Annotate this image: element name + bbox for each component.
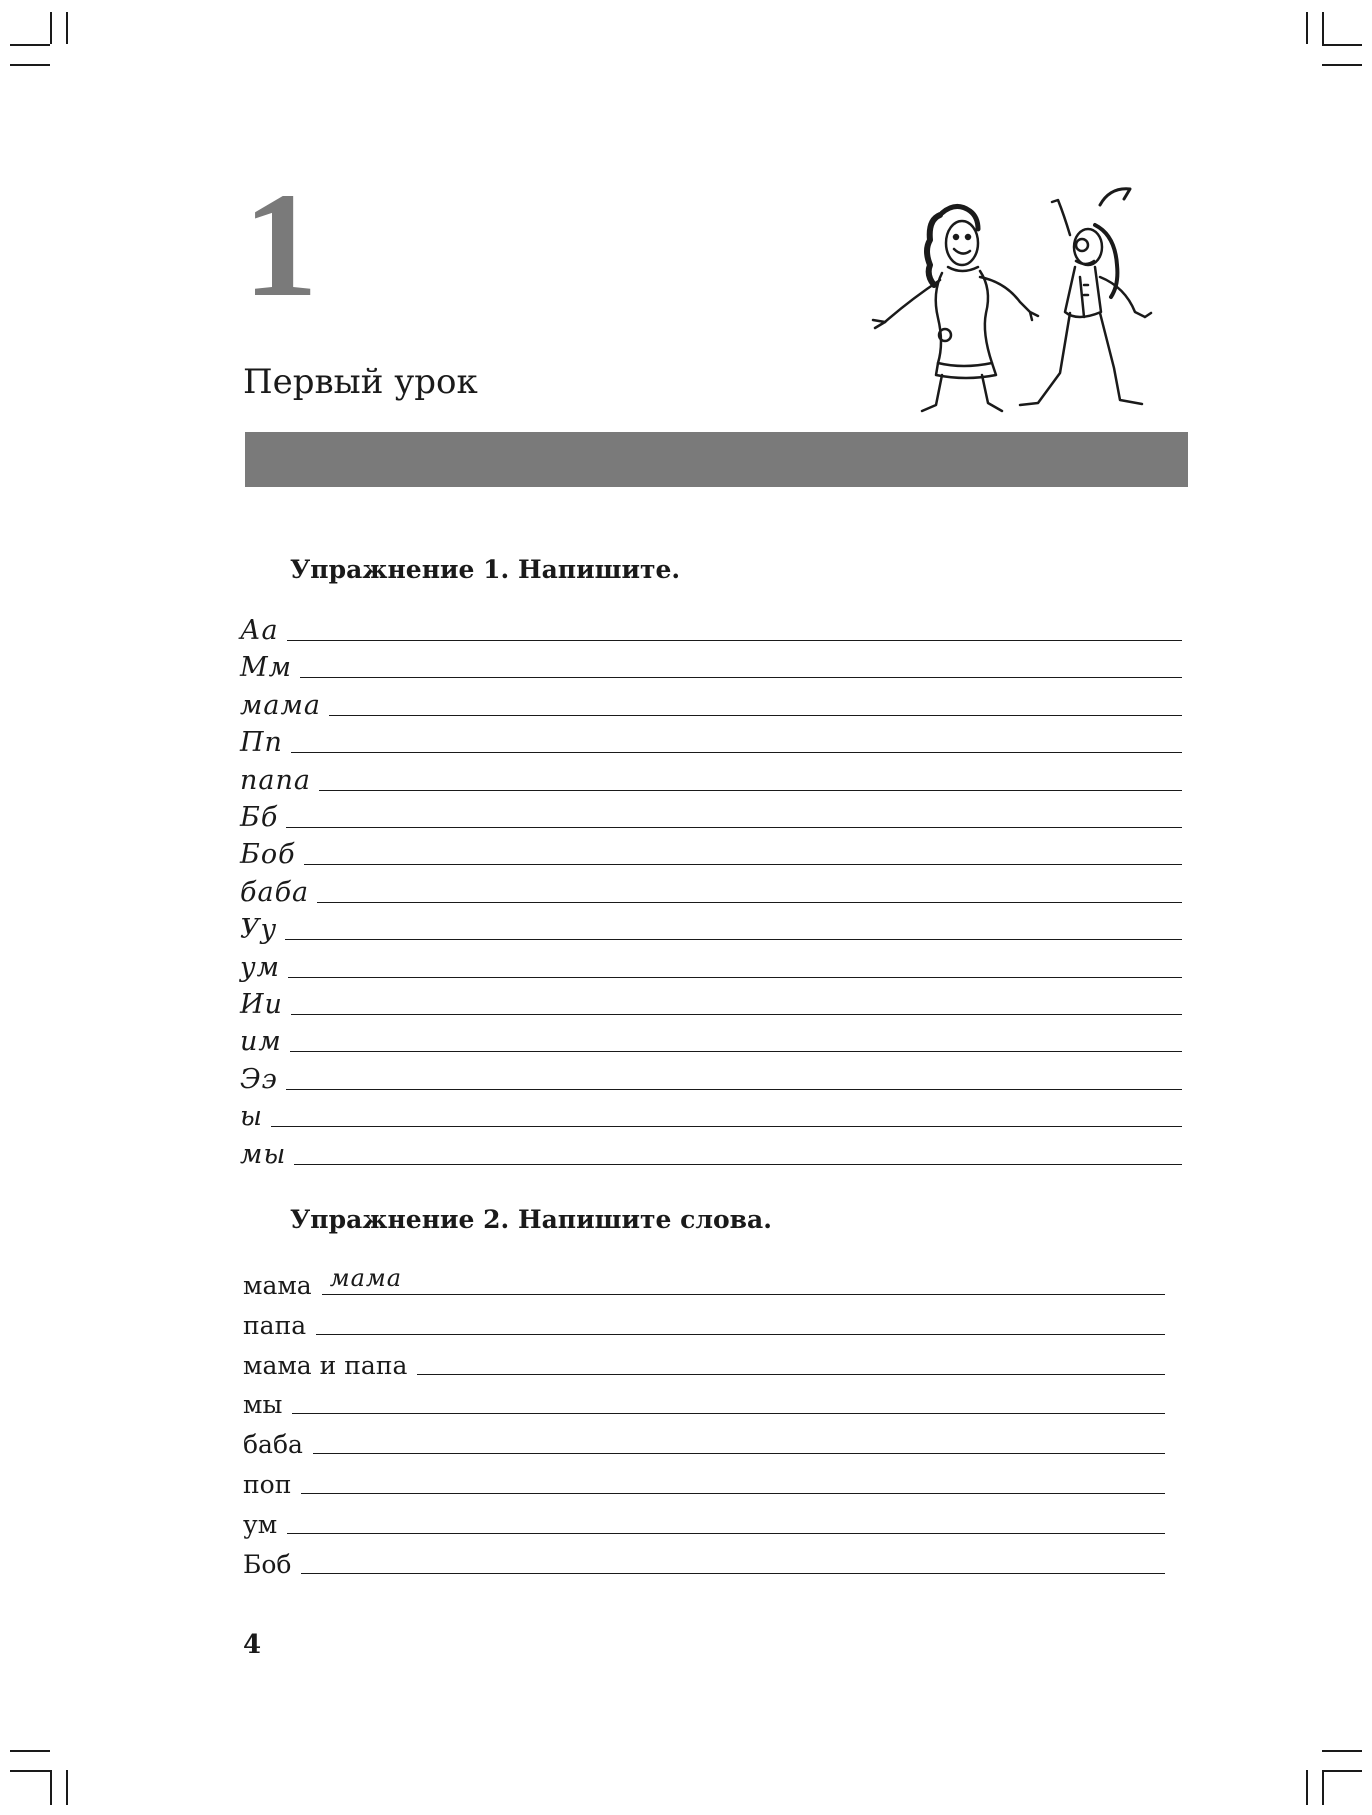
writing-line[interactable] [287,1532,1165,1534]
cursive-letter-sample: Пп [240,727,283,759]
cursive-letter-sample: мама [240,689,321,721]
writing-line[interactable] [301,1572,1165,1574]
exercise-2-row [243,1304,1165,1338]
lesson-title: Первый урок [243,362,478,402]
exercise-2-row [243,1423,1165,1460]
exercise-1-row [240,722,1182,759]
word-label: поп [243,1470,292,1499]
word-label: мы [243,1390,283,1420]
cursive-letter-sample: Боб [240,839,296,871]
word-label: мама и папа [243,1350,408,1380]
writing-line[interactable] [292,1412,1165,1414]
exercise-1-row [240,1021,1182,1058]
cursive-letter-sample: баба [240,876,310,908]
cursive-letter-sample: ы [240,1101,263,1133]
exercise-1-heading: Упражнение 1. Напишите. [290,555,681,584]
exercise-2-row [243,1344,1165,1378]
exercise-1-row [240,872,1182,906]
exercise-2-row [243,1543,1165,1577]
exercise-1-row [240,834,1182,871]
exercise-1-row [240,647,1182,684]
dancing-couple-illustration [870,185,1190,425]
exercise-2-row [243,1264,1165,1298]
writing-line[interactable] [417,1373,1165,1375]
exercise-1-row [240,797,1182,831]
writing-line[interactable] [271,1125,1182,1127]
writing-line[interactable] [287,639,1182,641]
writing-line[interactable] [322,1264,1165,1295]
writing-line[interactable] [290,1050,1182,1052]
cursive-letter-sample: Мм [240,652,293,684]
writing-line[interactable] [301,1492,1165,1494]
exercise-2-row [243,1463,1165,1497]
cursive-letter-sample: папа [240,764,311,796]
word-label: мама [243,1271,312,1300]
exercise-2-row [243,1383,1165,1420]
exercise-2-row [243,1503,1165,1537]
writing-line[interactable] [329,714,1182,716]
exercise-1-row [240,909,1182,946]
handwritten-sample: мама [329,1264,403,1292]
writing-line[interactable] [286,1088,1182,1090]
page-number: 4 [243,1630,262,1660]
word-label: баба [243,1430,303,1460]
exercise-1-row [240,685,1182,719]
cursive-letter-sample: Уу [240,914,278,946]
writing-line[interactable] [304,863,1182,865]
writing-line[interactable] [286,826,1182,828]
lesson-number: 1 [243,162,318,328]
exercise-1-row [240,1059,1182,1093]
exercise-1-row [240,610,1182,644]
cursive-letter-sample: мы [240,1138,287,1170]
word-label: папа [243,1310,307,1340]
writing-line[interactable] [313,1452,1165,1454]
word-label: ум [243,1509,278,1539]
writing-line[interactable] [291,1013,1182,1015]
writing-line[interactable] [319,789,1182,791]
writing-line[interactable] [300,676,1182,678]
writing-line[interactable] [288,976,1182,978]
word-label: Боб [243,1549,292,1579]
exercise-1-row [240,760,1182,794]
exercise-2-heading: Упражнение 2. Напишите слова. [290,1205,772,1234]
exercise-1-row [240,1134,1182,1168]
cursive-letter-sample: ум [240,951,281,983]
exercise-1-row [240,1096,1182,1133]
cursive-letter-sample: Ээ [240,1063,278,1095]
header-band [245,432,1188,487]
cursive-letter-sample: Бб [240,802,279,833]
writing-line[interactable] [285,938,1182,940]
writing-line[interactable] [317,901,1182,903]
writing-line[interactable] [316,1333,1165,1335]
exercise-1-row [240,947,1182,981]
exercise-1-row [240,984,1182,1018]
cursive-letter-sample: им [240,1026,282,1058]
cursive-letter-sample: Аа [240,615,279,646]
writing-line[interactable] [294,1163,1182,1165]
cursive-letter-sample: Ии [240,989,283,1020]
writing-line[interactable] [291,751,1182,753]
